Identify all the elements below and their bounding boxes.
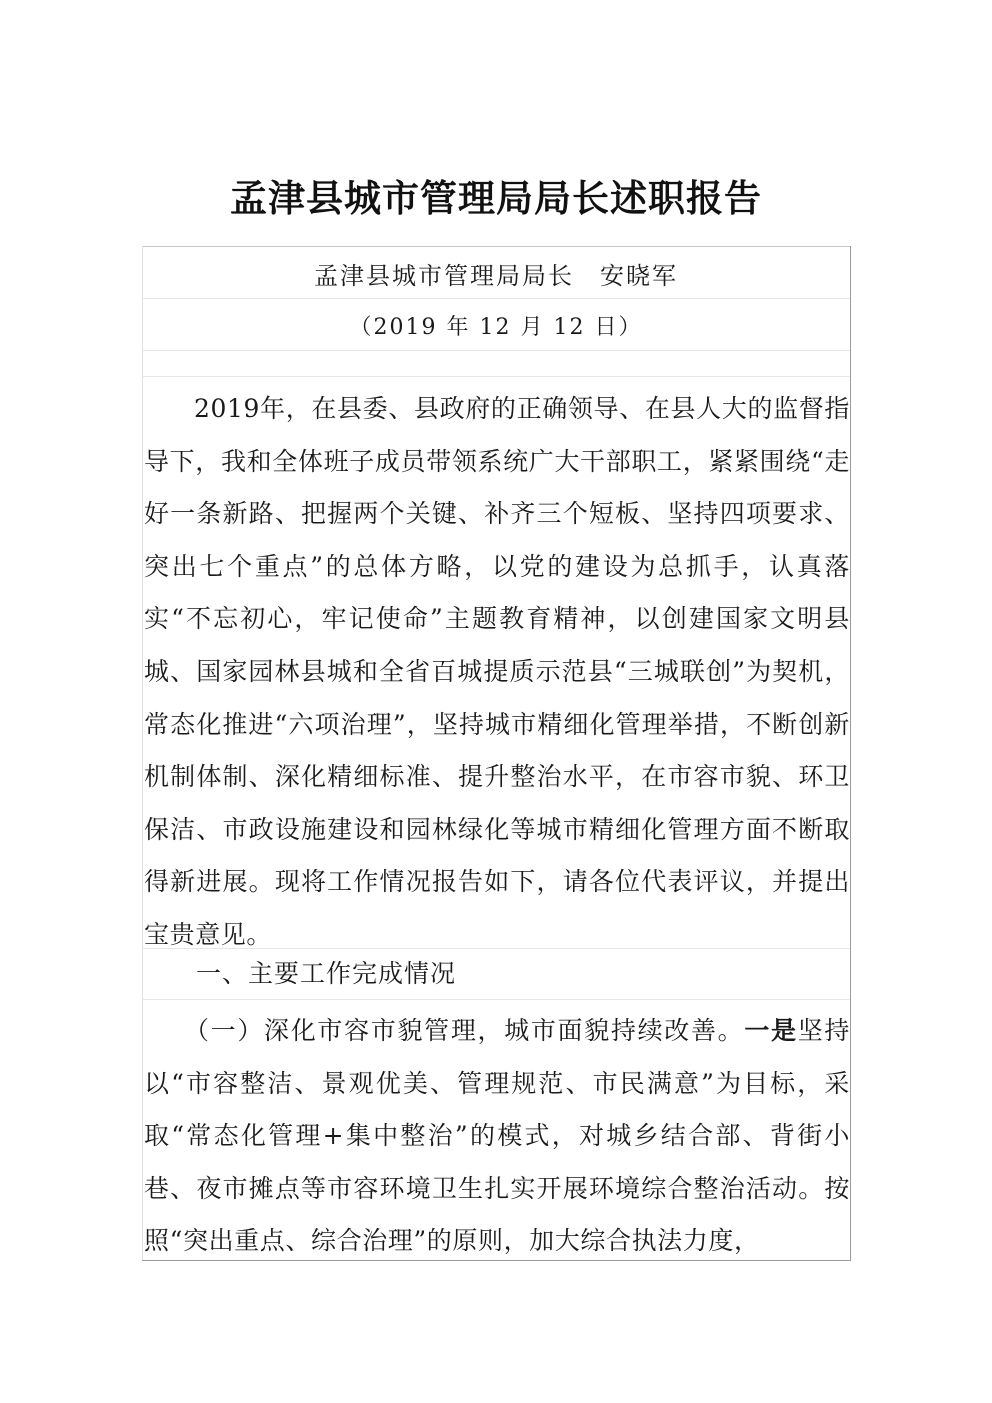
divider-line [142,999,850,1000]
divider-line [142,350,850,351]
divider-line [142,376,850,377]
author-line: 孟津县城市管理局局长 安晓军 [314,262,678,290]
subsection-text: 坚持以“市容整洁、景观优美、管理规范、市民满意”为目标，采取“常态化管理+集中整治”的模式，对城乡结合部、背街小巷、夜市摊点等市容环境卫生扎实开展环境综合整治活动。按照“突出重点、综合治理”的原则，加大综合执法力度， [144,1016,851,1256]
frame-top-border [142,246,850,247]
intro-paragraph: 2019年，在县委、县政府的正确领导、在县人大的监督指导下，我和全体班子成员带领系统广大干部职工，紧紧围绕“走好一条新路、把握两个关键、补齐三个短板、坚持四项要求、突出七个重点”的总体方略，以党的建设为总抓手，认真落实“不忘初心，牢记使命”主题教育精神，以创建国家文明县城、国家园林县城和全省百城提质示范县“三城联创”为契机，常态化推进“六项治理”，坚持城市精细化管理举措，不断创新机制体制、深化精细标准、提升整治水平，在市容市貌、环卫保洁、市政设施建设和园林绿化等城市精细化管理方面不断取得新进展。现将工作情况报告如下，请各位代表评议，并提出宝贵意见。 [144,394,850,949]
subsection-lead: 一是 [744,1016,798,1045]
subsection-heading: （一）深化市容市貌管理，城市面貌持续改善。 [184,1016,745,1045]
section-heading: 一、主要工作完成情况 [196,959,457,988]
document-title: 孟津县城市管理局局长述职报告 [230,176,762,220]
frame-left-border [142,246,143,1260]
subsection-paragraph [144,1005,850,1268]
divider-line [142,298,850,299]
date-line: （2019 年 12 月 12 日） [349,315,643,340]
